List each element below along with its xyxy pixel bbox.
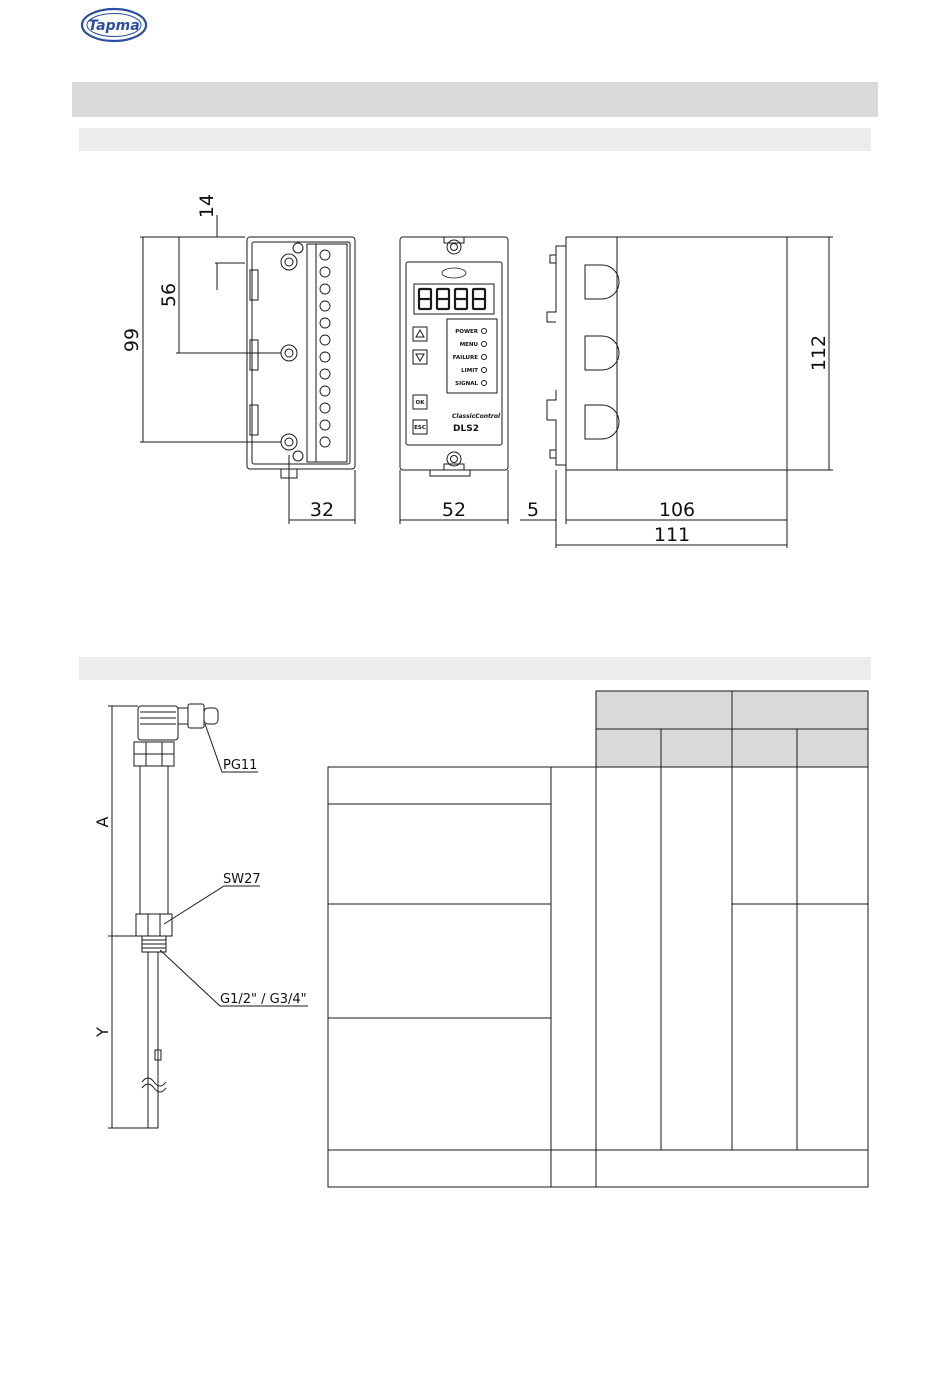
dim-56: 56 — [158, 282, 180, 308]
controller-dimension-drawing — [110, 185, 850, 565]
dim-52: 52 — [441, 499, 467, 521]
table-header-cell — [732, 691, 868, 729]
spec-table — [325, 688, 872, 1193]
button-label-esc: ESC — [414, 425, 426, 431]
dim-a: A — [93, 816, 112, 828]
section-header-band — [72, 82, 878, 117]
series-label: ClassicControl — [452, 413, 501, 420]
subsection-band-1 — [79, 128, 871, 151]
led-label-signal: SIGNAL — [455, 381, 478, 387]
dim-106: 106 — [658, 499, 696, 521]
led-label-limit: LIMIT — [461, 368, 478, 374]
led-label-power: POWER — [455, 329, 478, 335]
logo-icon — [80, 6, 150, 44]
brand-logo — [80, 6, 150, 44]
subsection-band-2 — [79, 657, 871, 680]
led-label-failure: FAILURE — [452, 355, 478, 361]
table-header-cell — [596, 691, 732, 729]
dim-14: 14 — [196, 193, 218, 219]
dim-y: Y — [93, 1027, 112, 1037]
svg-text:Tapma: Tapma — [88, 18, 140, 34]
model-label: DLS2 — [453, 424, 479, 434]
table-header-cell — [797, 729, 868, 767]
label-sw27: SW27 — [223, 872, 261, 887]
button-label-ok: OK — [415, 400, 425, 406]
table-header-cell — [596, 729, 661, 767]
dim-5: 5 — [526, 499, 540, 521]
dim-112: 112 — [808, 334, 830, 372]
label-pg11: PG11 — [223, 758, 258, 773]
label-thread: G1/2" / G3/4" — [220, 992, 307, 1007]
dim-111: 111 — [653, 524, 691, 546]
table-body — [328, 767, 868, 1187]
table-header-cell — [661, 729, 732, 767]
dim-99: 99 — [121, 327, 143, 353]
probe-dimension-drawing — [90, 695, 320, 1135]
led-label-menu: MENU — [459, 342, 478, 348]
table-header-cell — [732, 729, 797, 767]
dim-32: 32 — [309, 499, 335, 521]
